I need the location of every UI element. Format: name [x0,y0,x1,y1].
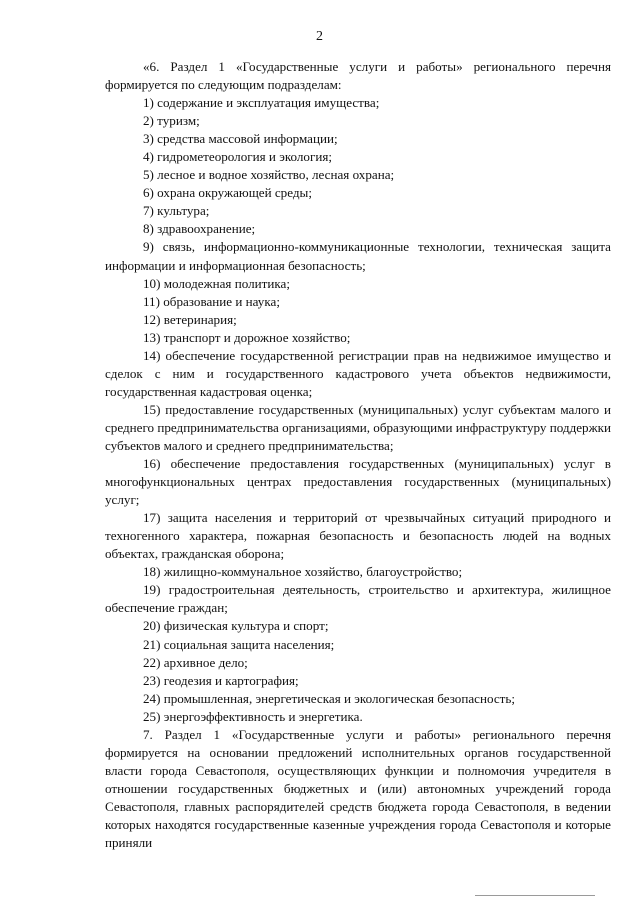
list-item: 8) здравоохранение; [143,221,256,237]
list-item: 17) защита населения и территорий от чрезвычайных ситуаций природного и техногенного характера, пожарная безопасность и безопасность людей на водных объектах, гражданская оборона; [105,510,611,562]
list-item: 22) архивное дело; [143,654,248,670]
list-item: 15) предоставление государственных (муниципальных) услуг субъектам малого и среднего предпринимательства организациями, образующими инфраструктуру поддержки субъектов малого и среднего предпринимательства; [105,401,611,453]
list-item: 5) лесное и водное хозяйство, лесная охрана; [143,167,395,183]
list-item: 23) геодезия и картография; [143,672,299,688]
list-item: 12) ветеринария; [143,311,237,327]
list-item: 25) энергоэффективность и энергетика. [143,708,363,724]
page-number: 2 [316,29,323,44]
paragraph-section-6-intro: «6. Раздел 1 «Государственные услуги и работы» регионального перечня формируется по следующим подразделам: [105,59,611,93]
list-item: 4) гидрометеорология и экология; [143,149,333,165]
scan-edge-line [475,895,595,896]
list-item: 3) средства массовой информации; [143,131,338,147]
list-item: 10) молодежная политика; [143,275,290,291]
list-item: 24) промышленная, энергетическая и экологическая безопасность; [143,690,516,706]
list-item: 19) градостроительная деятельность, строительство и архитектура, жилищное обеспечение граждан; [105,582,611,616]
list-item: 6) охрана окружающей среды; [143,185,312,201]
list-item: 14) обеспечение государственной регистрации прав на недвижимое имущество и сделок с ним и государственного кадастрового учета объектов недвижимости, государственная кадастровая оценка; [105,347,611,399]
list-item: 9) связь, информационно-коммуникационные технологии, техническая защита информации и информационная безопасность; [105,239,611,273]
list-item: 13) транспорт и дорожное хозяйство; [143,329,351,345]
list-item: 21) социальная защита населения; [143,636,335,652]
document-body [105,58,611,852]
list-item: 20) физическая культура и спорт; [143,618,329,634]
list-item: 7) культура; [143,203,210,219]
list-item: 1) содержание и эксплуатация имущества; [143,95,380,111]
list-item: 16) обеспечение предоставления государственных (муниципальных) услуг в многофункциональных центрах предоставления государственных (муниципальных) услуг; [105,456,611,508]
list-item: 18) жилищно-коммунальное хозяйство, благоустройство; [143,564,463,580]
paragraph-section-7: 7. Раздел 1 «Государственные услуги и работы» регионального перечня формируется на основании предложений исполнительных органов государственной власти города Севастополя, осуществляющих функции и полномочия учредителя в отношении государственных бюджетных и (или) автономных учреждений города Севастополя, главных распорядителей средств бюджета города Севастополя, в ведении которых находятся государственные казенные учреждения города Севастополя и которые приняли [105,726,611,851]
list-item: 11) образование и наука; [143,293,280,309]
list-item: 2) туризм; [143,113,200,129]
